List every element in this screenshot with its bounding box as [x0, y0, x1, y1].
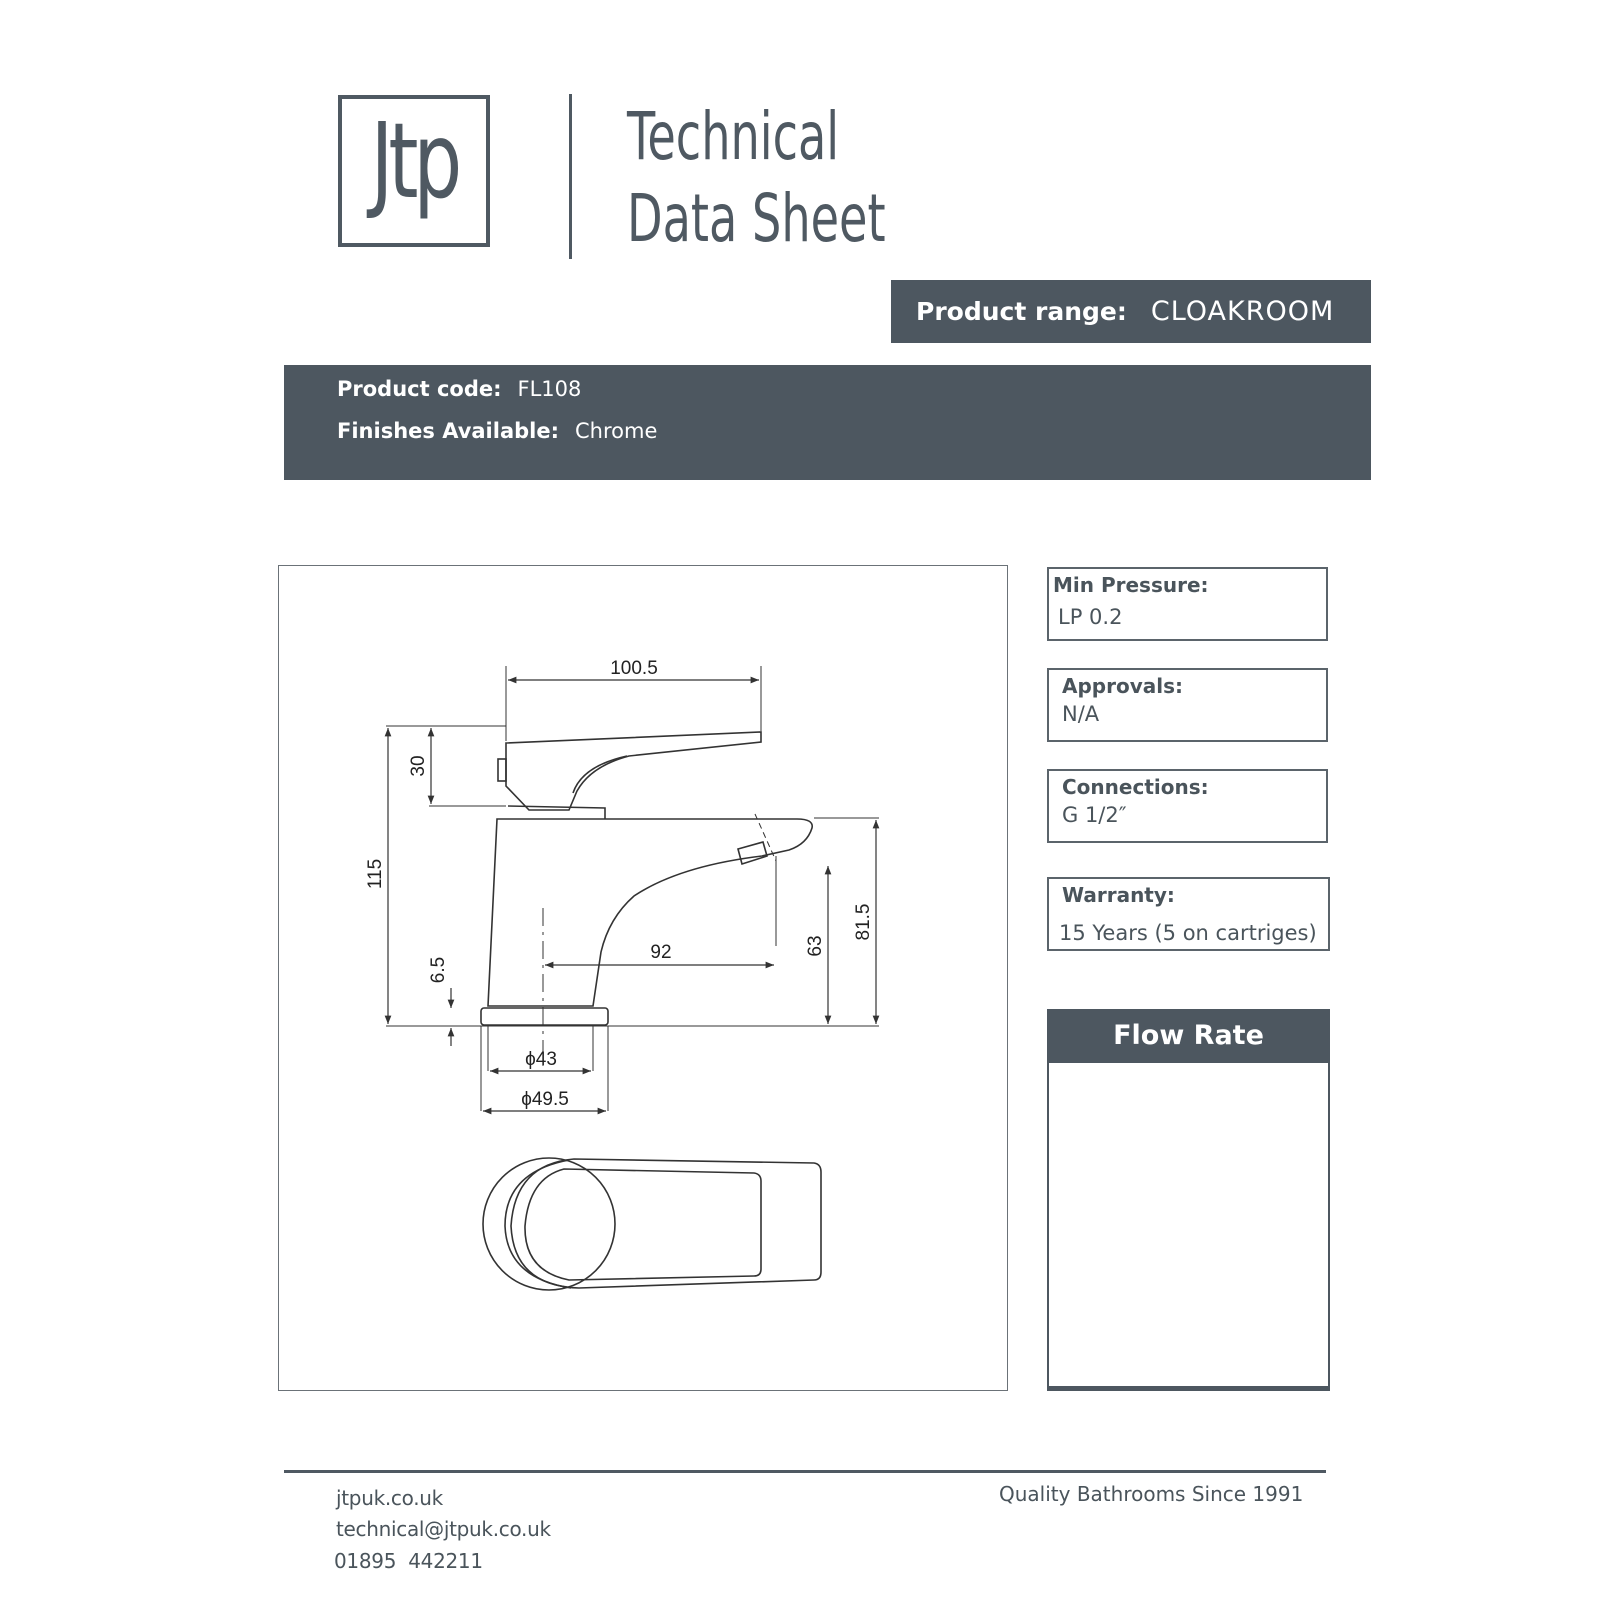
logo-text: Jtp	[370, 100, 458, 222]
min-pressure-box	[1047, 567, 1328, 641]
page-title-line2: Data Sheet	[627, 180, 886, 257]
warranty-value: 15 Years (5 on cartriges)	[1059, 921, 1317, 945]
connections-box	[1047, 769, 1328, 843]
finishes-label: Finishes Available:	[337, 419, 559, 443]
technical-drawing-panel	[278, 565, 1008, 1391]
min-pressure-label: Min Pressure:	[1053, 573, 1209, 597]
connections-value: G 1/2″	[1062, 803, 1127, 827]
footer-divider	[284, 1470, 1326, 1473]
dim-base-height: 6.5	[428, 956, 449, 984]
footer-phone: 01895 442211	[334, 1549, 483, 1573]
flow-rate-title: Flow Rate	[1049, 1011, 1328, 1063]
tap-body-outline	[488, 819, 812, 1006]
plan-lever	[525, 1169, 761, 1280]
brand-logo	[338, 95, 490, 247]
dim-total-height: 115	[365, 858, 386, 890]
approvals-value: N/A	[1062, 702, 1100, 726]
footer-email-link[interactable]: technical@jtpuk.co.uk	[336, 1517, 551, 1541]
plan-spout	[511, 1159, 821, 1288]
footer-tagline: Quality Bathrooms Since 1991	[999, 1482, 1304, 1506]
product-code-value: FL108	[517, 377, 582, 401]
dim-spout-height: 81.5	[853, 903, 874, 941]
plan-base-outer	[483, 1158, 615, 1290]
handle-collar	[508, 806, 605, 819]
finishes-value: Chrome	[575, 419, 658, 443]
tap-drawing	[279, 566, 1009, 1392]
approvals-label: Approvals:	[1062, 674, 1184, 698]
dim-base-inner-diameter: ϕ43	[525, 1049, 557, 1070]
flow-rate-panel	[1047, 1009, 1330, 1391]
tap-base	[481, 1008, 608, 1025]
product-info-bar	[284, 365, 1371, 480]
footer-website-link[interactable]: jtpuk.co.uk	[336, 1486, 443, 1510]
warranty-label: Warranty:	[1062, 883, 1175, 907]
finishes-row	[337, 419, 657, 443]
dim-base-outer-diameter: ϕ49.5	[521, 1089, 569, 1110]
product-range-value: CLOAKROOM	[1150, 296, 1335, 327]
product-code-label: Product code:	[337, 377, 502, 401]
plan-base-inner	[505, 1160, 571, 1288]
header-divider	[569, 94, 572, 259]
spout-outlet	[738, 842, 767, 864]
approvals-box	[1047, 668, 1328, 742]
product-code-row	[337, 377, 581, 401]
warranty-box	[1047, 877, 1330, 951]
dim-lever-height: 30	[408, 755, 429, 777]
page-title-line1: Technical	[627, 98, 840, 175]
dim-width-top: 100.5	[610, 658, 658, 679]
min-pressure-value: LP 0.2	[1058, 605, 1123, 629]
dim-reach: 92	[650, 942, 672, 963]
product-range-bar	[891, 280, 1371, 343]
dim-spout-outlet-height: 63	[805, 935, 826, 957]
lever-handle	[506, 732, 761, 810]
product-range-label: Product range:	[916, 297, 1127, 326]
lever-inner-curve	[573, 756, 627, 793]
lever-pivot	[498, 759, 506, 781]
connections-label: Connections:	[1062, 775, 1209, 799]
